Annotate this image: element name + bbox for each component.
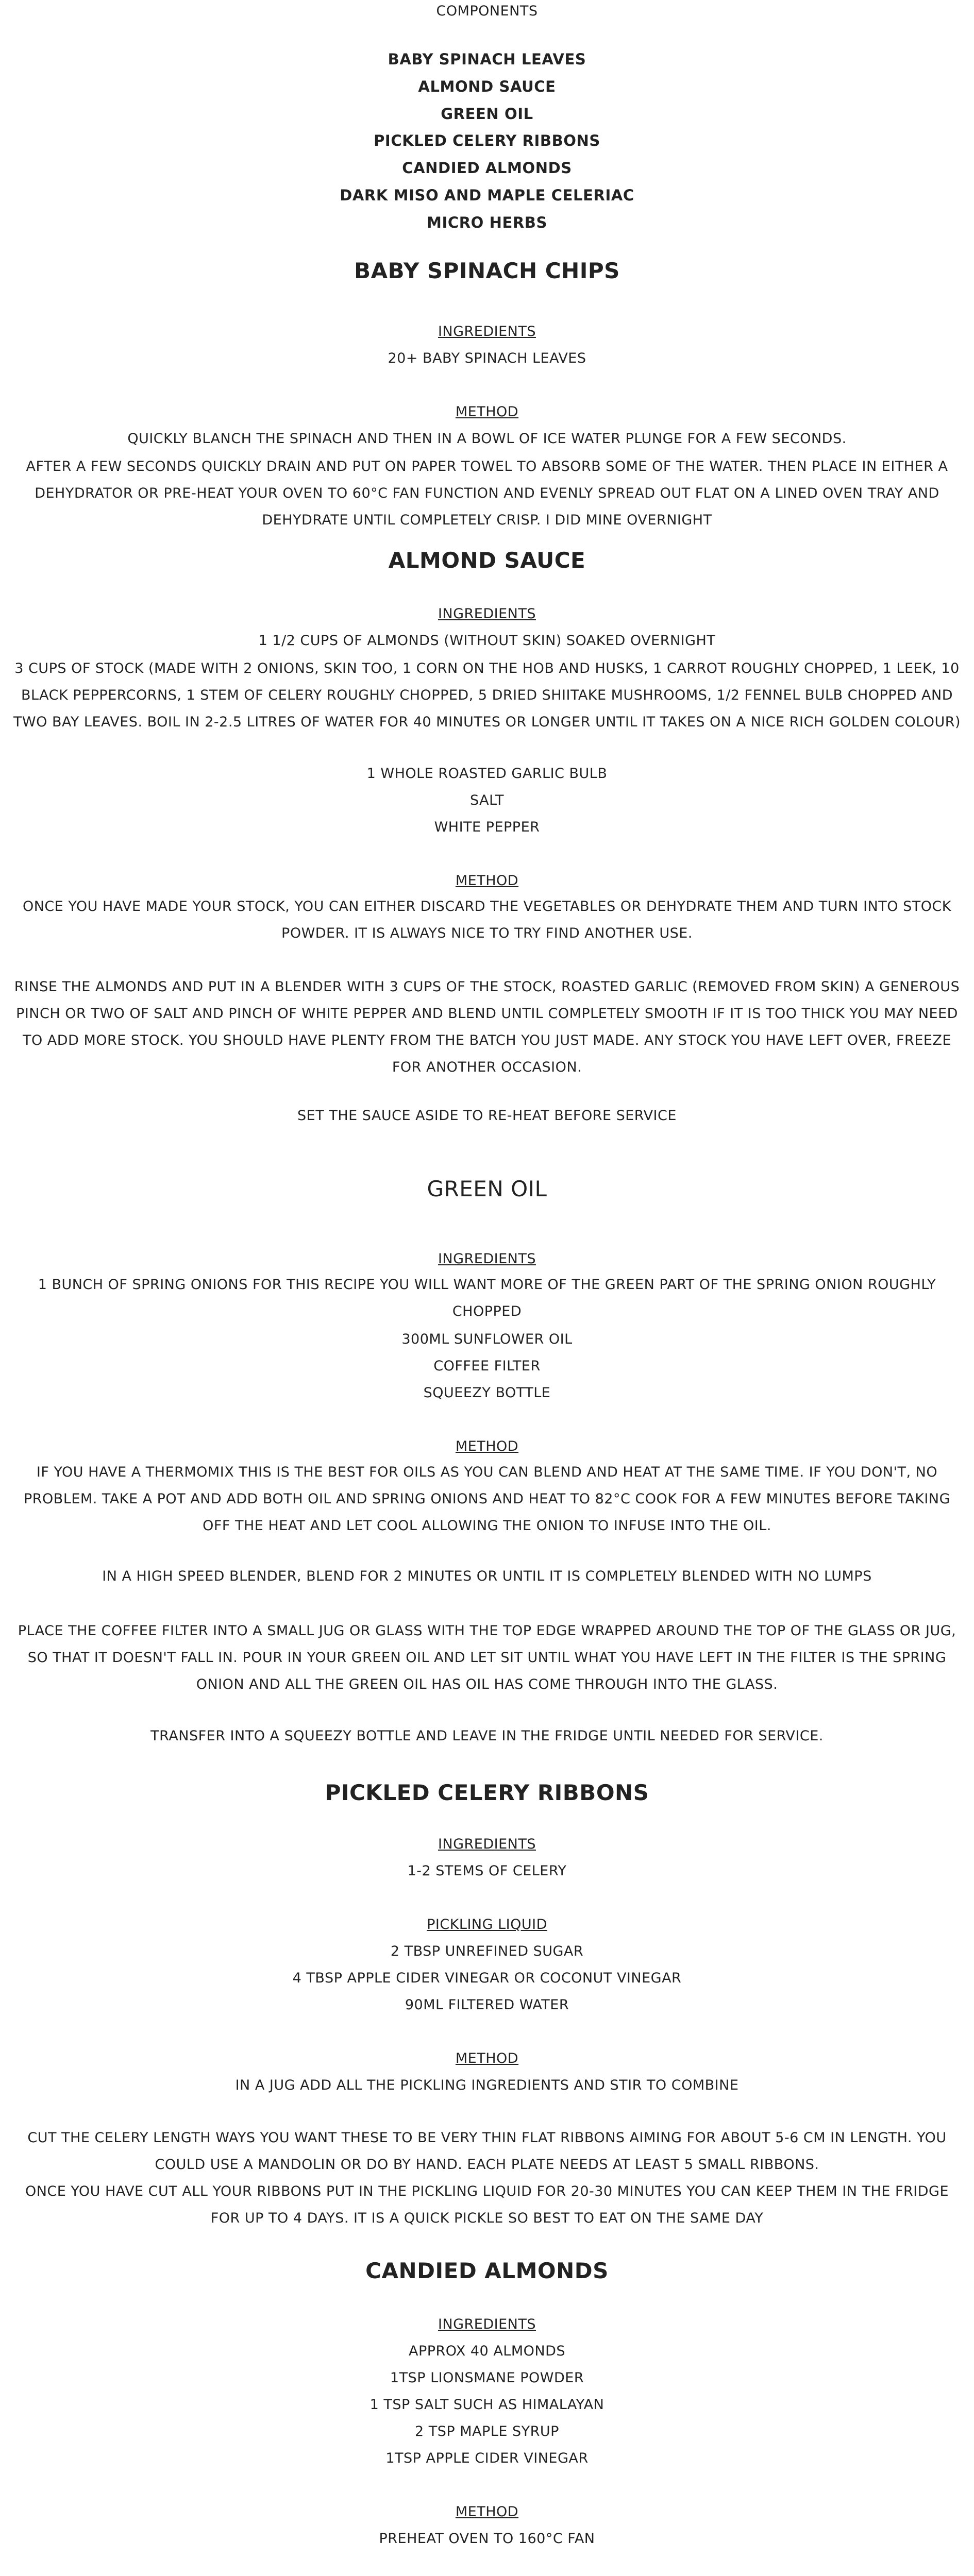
almond-method-step: ONCE YOU HAVE MADE YOUR STOCK, YOU CAN EITHER DISCARD THE VEGETABLES OR DEHYDRATE THEM AND TURN INTO STOCK POWDER. IT IS ALWAYS NICE TO TRY FIND ANOTHER USE. <box>22 899 952 941</box>
spinach-method-step: AFTER A FEW SECONDS QUICKLY DRAIN AND PUT ON PAPER TOWEL TO ABSORB SOME OF THE WATER. THEN PLACE IN EITHER A DEHYDRATOR OR PRE-HEAT YOUR OVEN TO 60°C FAN FUNCTION AND EVENLY SPREAD OUT FLAT ON A LINED OVEN TRAY AND DEHYDRATE UNTIL COMPLETELY CRISP. I DID MINE OVERNIGHT <box>26 459 948 528</box>
spinach-ingredients-label: INGREDIENTS <box>438 324 536 340</box>
pickling-liquid-item: 4 TBSP APPLE CIDER VINEGAR OR COCONUT VINEGAR <box>292 1970 682 1986</box>
celery-method-step: ONCE YOU HAVE CUT ALL YOUR RIBBONS PUT IN THE PICKLING LIQUID FOR 20-30 MINUTES YOU CAN KEEP THEM IN THE FRIDGE FOR UP TO 4 DAYS. IT IS A QUICK PICKLE SO BEST TO EAT ON THE SAME DAY <box>25 2183 949 2226</box>
spinach-heading: BABY SPINACH CHIPS <box>354 258 620 283</box>
candied-ingredient: 1TSP APPLE CIDER VINEGAR <box>385 2450 589 2466</box>
almond-ingredient: 1 WHOLE ROASTED GARLIC BULB <box>366 766 608 782</box>
component-item: BABY SPINACH LEAVES <box>388 50 586 68</box>
component-item: MICRO HERBS <box>426 214 547 231</box>
almond-ingredient: 1 1/2 CUPS OF ALMONDS (WITHOUT SKIN) SOAKED OVERNIGHT <box>258 633 716 649</box>
green-oil-method-step: IN A HIGH SPEED BLENDER, BLEND FOR 2 MINUTES OR UNTIL IT IS COMPLETELY BLENDED WITH NO LUMPS <box>102 1568 872 1584</box>
green-oil-method-step: PLACE THE COFFEE FILTER INTO A SMALL JUG OR GLASS WITH THE TOP EDGE WRAPPED AROUND THE TOP OF THE GLASS OR JUG, SO THAT IT DOESN'T FALL IN. POUR IN YOUR GREEN OIL AND LET SIT UNTIL WHAT YOU HAVE LEFT IN THE FILTER IS THE SPRING ONION AND ALL THE GREEN OIL HAS OIL HAS COME THROUGH INTO THE GLASS. <box>18 1623 956 1692</box>
green-oil-method-label: METHOD <box>455 1438 519 1454</box>
almond-sauce-heading: ALMOND SAUCE <box>388 548 586 573</box>
spinach-ingredient: 20+ BABY SPINACH LEAVES <box>388 350 586 366</box>
almond-method-label: METHOD <box>455 873 519 889</box>
component-item: DARK MISO AND MAPLE CELERIAC <box>340 187 634 204</box>
spinach-method-label: METHOD <box>455 404 519 420</box>
green-oil-ingredient: 300ML SUNFLOWER OIL <box>401 1331 573 1347</box>
celery-method-step: CUT THE CELERY LENGTH WAYS YOU WANT THESE TO BE VERY THIN FLAT RIBBONS AIMING FOR ABOUT 5-6 CM IN LENGTH. YOU COULD USE A MANDOLIN OR DO BY HAND. EACH PLATE NEEDS AT LEAST 5 SMALL RIBBONS. <box>27 2130 947 2173</box>
almond-ingredient: WHITE PEPPER <box>434 819 540 835</box>
celery-ingredient: 1-2 STEMS OF CELERY <box>407 1863 567 1879</box>
component-item: ALMOND SAUCE <box>418 78 556 95</box>
component-item: PICKLED CELERY RIBBONS <box>374 132 600 149</box>
candied-method-step: PREHEAT OVEN TO 160°C FAN <box>379 2531 595 2547</box>
green-oil-method-step: IF YOU HAVE A THERMOMIX THIS IS THE BEST FOR OILS AS YOU CAN BLEND AND HEAT AT THE SAME TIME. IF YOU DON'T, NO PROBLEM. TAKE A POT AND ADD BOTH OIL AND SPRING ONIONS AND HEAT TO 82°C COOK FOR A FEW MINUTES BEFORE TAKING OFF THE HEAT AND LET COOL ALLOWING THE ONION TO INFUSE INTO THE OIL. <box>24 1464 950 1534</box>
pickling-liquid-label: PICKLING LIQUID <box>427 1917 547 1933</box>
component-item: CANDIED ALMONDS <box>402 159 572 177</box>
celery-method-step: IN A JUG ADD ALL THE PICKLING INGREDIENTS AND STIR TO COMBINE <box>235 2077 739 2093</box>
green-oil-ingredient: COFFEE FILTER <box>433 1358 541 1374</box>
pickling-liquid-item: 2 TBSP UNREFINED SUGAR <box>390 1943 584 1959</box>
almond-method-step: SET THE SAUCE ASIDE TO RE-HEAT BEFORE SERVICE <box>297 1108 677 1124</box>
components-title: COMPONENTS <box>436 3 538 19</box>
almond-ingredient: 3 CUPS OF STOCK (MADE WITH 2 ONIONS, SKIN TOO, 1 CORN ON THE HOB AND HUSKS, 1 CARROT ROUGHLY CHOPPED, 1 LEEK, 10 BLACK PEPPERCORNS, 1 STEM OF CELERY ROUGHLY CHOPPED, 5 DRIED SHIITAKE MUSHROOMS, 1/2 FENNEL BULB CHOPPED AND TWO BAY LEAVES. BOIL IN 2-2.5 LITRES OF WATER FOR 40 MINUTES OR LONGER UNTIL IT TAKES ON A NICE RICH GOLDEN COLOUR) <box>13 660 961 730</box>
almond-ingredients-label: INGREDIENTS <box>438 606 536 622</box>
candied-ingredient: 1 TSP SALT SUCH AS HIMALAYAN <box>370 2397 604 2413</box>
almond-method-step: RINSE THE ALMONDS AND PUT IN A BLENDER WITH 3 CUPS OF THE STOCK, ROASTED GARLIC (REMOVED FROM SKIN) A GENEROUS PINCH OR TWO OF SALT AND PINCH OF WHITE PEPPER AND BLEND UNTIL COMPLETELY SMOOTH IF IT IS TOO THICK YOU MAY NEED TO ADD MORE STOCK. YOU SHOULD HAVE PLENTY FROM THE BATCH YOU JUST MADE. ANY STOCK YOU HAVE LEFT OVER, FREEZE FOR ANOTHER OCCASION. <box>14 979 960 1075</box>
celery-method-label: METHOD <box>455 2050 519 2066</box>
component-item: GREEN OIL <box>441 105 533 123</box>
candied-ingredient: APPROX 40 ALMONDS <box>408 2343 566 2359</box>
candied-ingredients-label: INGREDIENTS <box>438 2316 536 2332</box>
pickling-liquid-item: 90ML FILTERED WATER <box>405 1997 569 2013</box>
green-oil-heading: GREEN OIL <box>427 1176 547 1201</box>
candied-ingredient: 1TSP LIONSMANE POWDER <box>390 2370 584 2386</box>
candied-method-label: METHOD <box>455 2504 519 2520</box>
celery-ingredients-label: INGREDIENTS <box>438 1836 536 1852</box>
celery-heading: PICKLED CELERY RIBBONS <box>325 1780 649 1805</box>
candied-ingredient: 2 TSP MAPLE SYRUP <box>415 2424 559 2439</box>
spinach-method-step: QUICKLY BLANCH THE SPINACH AND THEN IN A BOWL OF ICE WATER PLUNGE FOR A FEW SECONDS. <box>127 431 847 447</box>
almond-ingredient: SALT <box>470 792 504 808</box>
green-oil-ingredients-label: INGREDIENTS <box>438 1251 536 1267</box>
green-oil-method-step: TRANSFER INTO A SQUEEZY BOTTLE AND LEAVE IN THE FRIDGE UNTIL NEEDED FOR SERVICE. <box>150 1728 824 1744</box>
candied-heading: CANDIED ALMONDS <box>365 2258 609 2283</box>
green-oil-ingredient: SQUEEZY BOTTLE <box>423 1385 551 1401</box>
green-oil-ingredient: 1 BUNCH OF SPRING ONIONS FOR THIS RECIPE YOU WILL WANT MORE OF THE GREEN PART OF THE SPRING ONION ROUGHLY CHOPPED <box>38 1277 936 1319</box>
